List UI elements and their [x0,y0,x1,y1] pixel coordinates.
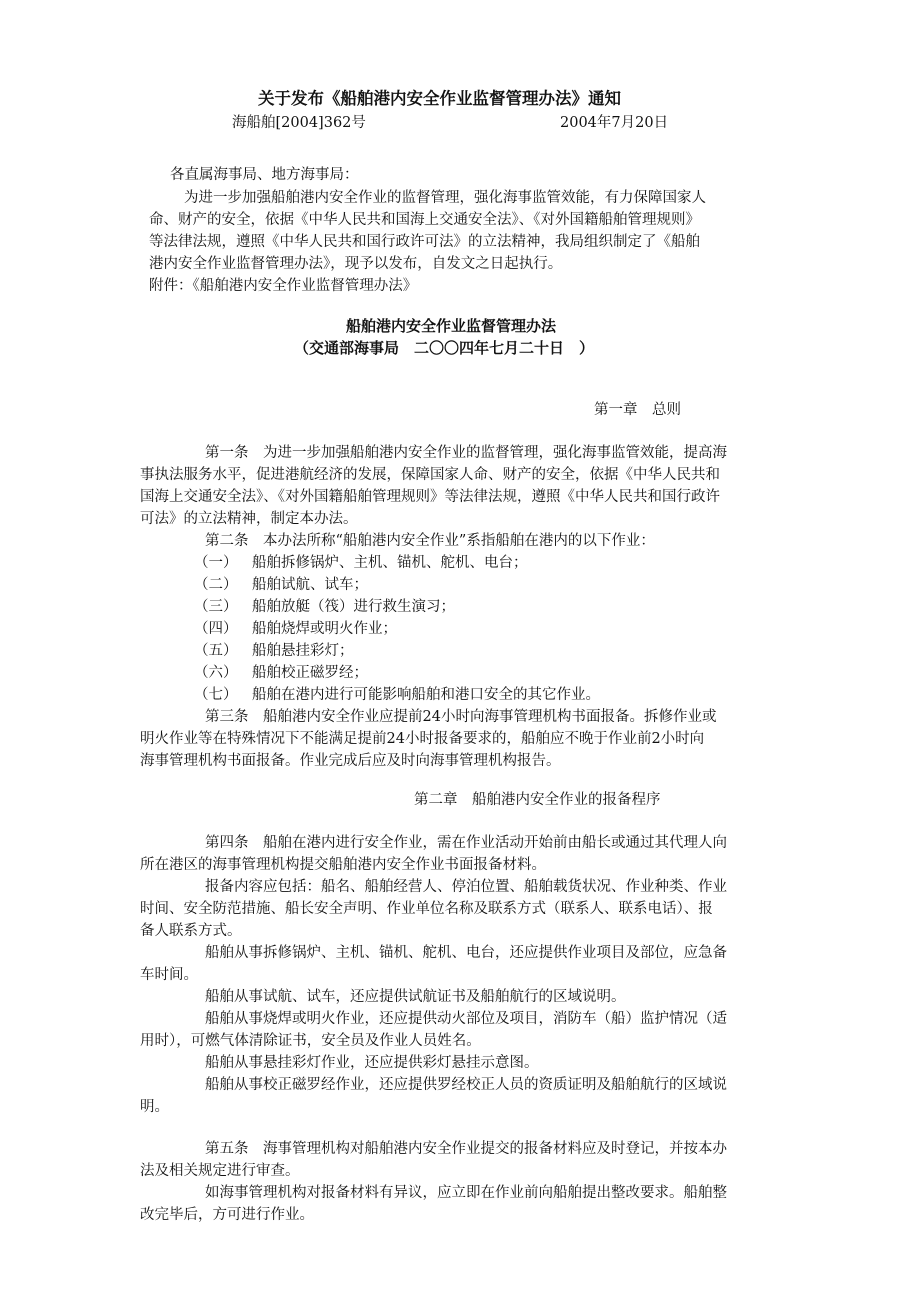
article-line: 明火作业等在特殊情况下不能满足提前24小时报备要求的，船舶应不晚于作业前2小时向 [140,731,705,747]
list-item-number: （七） [194,687,238,703]
article-line: 备人联系方式。 [140,923,242,939]
chapter-heading: 第一章 总则 [594,402,681,418]
regulation-subtitle: （交通部海事局 二〇〇四年七月二十日 ） [294,339,595,357]
list-item-number: （三） [194,599,238,615]
article-line: 第四条 船舶在港内进行安全作业，需在作业活动开始前由船长或通过其代理人向 [205,835,727,851]
article-line: 船舶从事试航、试车，还应提供试航证书及船舶航行的区域说明。 [205,989,626,1005]
article-line: 第一条 为进一步加强船舶港内安全作业的监督管理，强化海事监管效能，提高海 [205,445,727,461]
article-line: 国海上交通安全法》、《对外国籍船舶管理规则》等法律法规，遵照《中华人民共和国行政许 [140,489,720,505]
list-item-text: 船舶在港内进行可能影响船舶和港口安全的其它作业。 [252,687,600,703]
article-line: 用时），可燃气体清除证书，安全员及作业人员姓名。 [140,1033,481,1049]
list-item-text: 船舶校正磁罗经； [252,665,368,681]
list-item-number: （二） [194,577,238,593]
attachment-line: 附件：《船舶港内安全作业监督管理办法》 [149,278,418,294]
notice-body-line: 命、财产的安全，依据《中华人民共和国海上交通安全法》、《对外国籍船舶管理规则》 [149,212,700,228]
article-line: 第三条 船舶港内安全作业应提前24小时向海事管理机构书面报备。拆修作业或 [205,709,717,725]
article-line: 法及相关规定进行审查。 [140,1163,300,1179]
article-line: 可法》的立法精神，制定本办法。 [140,511,358,527]
article-line: 第二条 本办法所称“船舶港内安全作业”系指船舶在港内的以下作业： [205,533,655,549]
article-line: 事执法服务水平，促进港航经济的发展，保障国家人命、财产的安全，依据《中华人民共和 [140,467,720,483]
list-item-number: （五） [194,643,238,659]
article-line: 如海事管理机构对报备材料有异议，应立即在作业前向船舶提出整改要求。船舶整 [205,1185,727,1201]
article-line: 车时间。 [140,967,198,983]
article-line: 时间、安全防范措施、船长安全声明、作业单位名称及联系方式（联系人、联系电话）、报 [140,901,713,917]
list-item-number: （四） [194,621,238,637]
article-line: 船舶从事悬挂彩灯作业，还应提供彩灯悬挂示意图。 [205,1055,539,1071]
notice-body-line: 等法律法规，遵照《中华人民共和国行政许可法》的立法精神，我局组织制定了《船舶 [149,234,700,250]
salutation: 各直属海事局、地方海事局： [170,167,359,183]
article-line: 船舶从事烧焊或明火作业，还应提供动火部位及项目，消防车（船）监护情况（适 [205,1011,727,1027]
regulation-title: 船舶港内安全作业监督管理办法 [346,317,557,335]
doc-number: 海船舶[2004]362号 [232,115,366,131]
list-item-text: 船舶烧焊或明火作业； [252,621,397,637]
list-item-number: （六） [194,665,238,681]
list-item-text: 船舶试航、试车； [252,577,368,593]
list-item-text: 船舶拆修锅炉、主机、锚机、舵机、电台； [252,555,528,571]
article-line: 船舶从事校正磁罗经作业，还应提供罗经校正人员的资质证明及船舶航行的区域说 [205,1077,727,1093]
article-line: 改完毕后，方可进行作业。 [140,1207,314,1223]
article-line: 海事管理机构书面报备。作业完成后应及时向海事管理机构报告。 [140,753,561,769]
doc-date: 2004年7月20日 [560,115,669,131]
article-line: 明。 [140,1099,169,1115]
article-line: 第五条 海事管理机构对船舶港内安全作业提交的报备材料应及时登记，并按本办 [205,1141,727,1157]
article-line: 所在港区的海事管理机构提交船舶港内安全作业书面报备材料。 [140,857,546,873]
notice-body-line: 港内安全作业监督管理办法》，现予以发布，自发文之日起执行。 [149,256,563,272]
notice-body-line: 为进一步加强船舶港内安全作业的监督管理，强化海事监管效能，有力保障国家人 [184,190,706,206]
article-line: 报备内容应包括：船名、船舶经营人、停泊位置、船舶载货状况、作业种类、作业 [205,879,727,895]
chapter-heading: 第二章 船舶港内安全作业的报备程序 [414,792,661,808]
list-item-number: （一） [194,555,238,571]
list-item-text: 船舶悬挂彩灯； [252,643,354,659]
article-line: 船舶从事拆修锅炉、主机、锚机、舵机、电台，还应提供作业项目及部位，应急备 [205,945,727,961]
notice-title: 关于发布《船舶港内安全作业监督管理办法》通知 [258,89,621,108]
list-item-text: 船舶放艇（筏）进行救生演习； [252,599,455,615]
